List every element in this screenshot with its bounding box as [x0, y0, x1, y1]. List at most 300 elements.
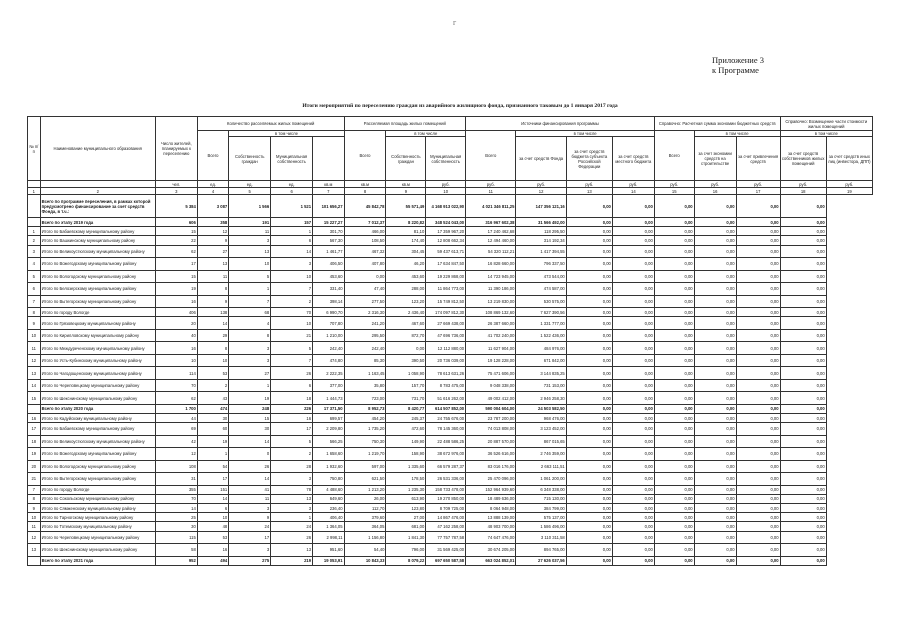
value-cell: 70: [271, 308, 313, 317]
header-ref1-b: за счет привлечения средств: [736, 137, 780, 181]
unit-cell: кв.м: [344, 181, 386, 188]
value-cell: 27 669 438,00: [426, 317, 466, 330]
value-cell: 0,00: [780, 236, 826, 245]
value-cell: 0,00: [612, 392, 654, 405]
value-cell: 314 192,34: [516, 236, 566, 245]
header-ref1-total: Всего: [654, 131, 694, 181]
value-cell: 13: [271, 544, 313, 557]
table-row: [28, 270, 873, 283]
value-cell: 0,00: [654, 435, 694, 448]
value-cell: 10: [197, 513, 228, 522]
table-row: [28, 342, 873, 355]
appendix-line-2: к Программе: [712, 65, 759, 75]
value-cell: 0,00: [780, 473, 826, 486]
value-cell: 0,00: [612, 513, 654, 522]
value-cell: 0,00: [654, 354, 694, 367]
value-cell: 567,30: [313, 236, 344, 245]
value-cell: 44: [155, 413, 197, 422]
header-ref2-incl: в том числе: [780, 131, 872, 137]
value-cell: 12 112 880,00: [426, 342, 466, 355]
value-cell: 0,00: [612, 544, 654, 557]
value-cell: 0,00: [566, 354, 612, 367]
value-cell: 0,00: [780, 504, 826, 513]
row-name: Итого по Вытегорскому муниципальному району: [40, 473, 155, 486]
value-cell: 27: [197, 245, 228, 258]
value-cell: 0,00: [736, 404, 780, 413]
value-cell: 0,00: [566, 513, 612, 522]
column-index-cell: 12: [516, 188, 566, 195]
value-cell: 1: [229, 283, 271, 296]
value-cell: 10 843,33: [344, 556, 386, 565]
column-index-cell: 19: [826, 188, 872, 195]
value-cell: 0,00: [566, 218, 612, 227]
column-index-cell: 8: [344, 188, 386, 195]
value-cell: 364,05: [344, 522, 386, 531]
row-name: Итого по Сокольскому муниципальному району: [40, 494, 155, 503]
value-cell: 1 058,90: [386, 367, 426, 380]
value-cell: 112,70: [344, 504, 386, 513]
value-cell: 0,00: [736, 227, 780, 236]
value-cell: 6 990,70: [313, 308, 344, 317]
value-cell: 796,00: [386, 544, 426, 557]
value-cell: 0,00: [780, 283, 826, 296]
table-row: [28, 308, 873, 317]
value-cell: 2 222,35: [313, 367, 344, 380]
value-cell: 45 842,78: [344, 195, 386, 218]
table-row: [28, 473, 873, 486]
value-cell: 0,00: [654, 556, 694, 565]
value-cell: 0,00: [612, 270, 654, 283]
value-cell: 0,00: [736, 413, 780, 422]
unit-cell: руб.: [780, 181, 826, 188]
value-cell: 21: [271, 329, 313, 342]
value-cell: 3: [229, 504, 271, 513]
value-cell: 0,00: [654, 423, 694, 436]
value-cell: 358: [197, 218, 228, 227]
value-cell: 453,60: [313, 270, 344, 283]
value-cell: 31 569 425,00: [426, 544, 466, 557]
row-name: Итого по Великоустюгскому муниципальному району: [40, 435, 155, 448]
value-cell: 0,00: [780, 354, 826, 367]
unit-cell: ед.: [197, 181, 228, 188]
row-name: Итого по Вожегодскому муниципальному району: [40, 258, 155, 271]
value-cell: 663 024 852,01: [466, 556, 516, 565]
value-cell: 8: [229, 329, 271, 342]
value-cell: 16: [155, 295, 197, 308]
value-cell: 681,00: [386, 522, 426, 531]
value-cell: 17 634 847,50: [426, 258, 466, 271]
value-cell: 0,00: [780, 485, 826, 494]
value-cell: 49 002 412,00: [466, 392, 516, 405]
value-cell: 0,00: [736, 236, 780, 245]
value-cell: 0,00: [654, 308, 694, 317]
header-fin-local: за счет средств местного бюджета: [612, 137, 654, 181]
value-cell: 13: [229, 245, 271, 258]
table-row: [28, 245, 873, 258]
value-cell: 0,00: [736, 342, 780, 355]
value-cell: 0,00: [612, 556, 654, 565]
column-index-cell: 16: [694, 188, 736, 195]
row-number: 13: [28, 544, 41, 557]
value-cell: 31: [155, 473, 197, 486]
unit-cell: чел.: [155, 181, 197, 188]
value-cell: 407,80: [344, 258, 386, 271]
row-name: Итого по Вытегорскому муниципальному району: [40, 295, 155, 308]
value-cell: 35,80: [344, 379, 386, 392]
value-cell: 59 437 613,71: [426, 245, 466, 258]
value-cell: 14: [197, 494, 228, 503]
value-cell: 8: [197, 342, 228, 355]
row-name: Итого по Тарногскому муниципальному району: [40, 513, 155, 522]
value-cell: 0,00: [694, 460, 736, 473]
value-cell: 0,00: [694, 392, 736, 405]
header-area-total: Всего: [344, 131, 386, 181]
value-cell: 0,00: [654, 329, 694, 342]
value-cell: 0,00: [694, 556, 736, 565]
table-row: [28, 494, 873, 503]
value-cell: 248: [229, 404, 271, 413]
value-cell: 26 531 336,00: [426, 473, 466, 486]
value-cell: 951,60: [313, 544, 344, 557]
value-cell: 26: [229, 460, 271, 473]
header-units-spacer: [313, 137, 344, 181]
value-cell: 952: [155, 556, 197, 565]
value-cell: 316 967 602,38: [466, 218, 516, 227]
value-cell: 0,00: [694, 473, 736, 486]
value-cell: 0,00: [780, 531, 826, 544]
value-cell: 0,00: [566, 270, 612, 283]
row-name: Итого по Междуреченскому муниципальному району: [40, 342, 155, 355]
value-cell: 406,50: [313, 258, 344, 271]
value-cell: 1 658,60: [313, 448, 344, 461]
value-cell: 894 765,00: [516, 544, 566, 557]
value-cell: 0,00: [694, 522, 736, 531]
value-cell: 0,00: [694, 413, 736, 422]
row-number: 8: [28, 308, 41, 317]
row-number: 17: [28, 423, 41, 436]
value-cell: 467,60: [386, 317, 426, 330]
value-cell: 10: [197, 354, 228, 367]
value-cell: 0,00: [736, 308, 780, 317]
value-cell: 0,00: [654, 283, 694, 296]
value-cell: 379,60: [344, 513, 386, 522]
value-cell: 40: [155, 329, 197, 342]
value-cell: 14 867 476,00: [426, 513, 466, 522]
row-name: Итого по Кирилловскому муниципальному району: [40, 329, 155, 342]
table-row: [28, 392, 873, 405]
value-cell: 20 887 570,00: [466, 435, 516, 448]
value-cell: 0,00: [736, 473, 780, 486]
header-ref2-b: за счет средств иных лиц (инвестора, ДПП): [826, 137, 872, 181]
row-name: Итого по Шекснинскому муниципальному району: [40, 544, 155, 557]
value-cell: 123,80: [386, 504, 426, 513]
value-cell: 723,00: [344, 392, 386, 405]
value-cell: 590 004 604,00: [466, 404, 516, 413]
table-row: [28, 504, 873, 513]
value-cell: 0,00: [654, 404, 694, 413]
column-index-cell: 15: [654, 188, 694, 195]
value-cell: 0,00: [694, 236, 736, 245]
value-cell: 0,00: [694, 531, 736, 544]
row-number: 13: [28, 367, 41, 380]
value-cell: 118 295,50: [516, 227, 566, 236]
value-cell: 1 735,20: [344, 423, 386, 436]
value-cell: 17: [155, 258, 197, 271]
column-index-cell: 14: [612, 188, 654, 195]
value-cell: 16: [155, 342, 197, 355]
value-cell: 17: [271, 423, 313, 436]
value-cell: 0,00: [612, 295, 654, 308]
value-cell: 295,50: [344, 329, 386, 342]
value-cell: 9: [197, 295, 228, 308]
value-cell: 0,00: [566, 392, 612, 405]
value-cell: 11: [197, 270, 228, 283]
value-cell: 1 522 436,00: [516, 329, 566, 342]
value-cell: 0,00: [736, 295, 780, 308]
value-cell: 2 436,40: [386, 308, 426, 317]
value-cell: 3 087: [197, 195, 228, 218]
value-cell: 55 571,49: [386, 195, 426, 218]
row-name: Всего по этапу 2021 года: [40, 556, 155, 565]
header-group-units: Количество расселяемых жилых помещений: [197, 117, 344, 131]
column-index-cell: 6: [271, 188, 313, 195]
value-cell: 13 888 139,00: [466, 513, 516, 522]
value-cell: 0,00: [566, 423, 612, 436]
value-cell: 1: [271, 227, 313, 236]
table-row: [28, 423, 873, 436]
value-cell: 0,00: [654, 531, 694, 544]
value-cell: 0,00: [736, 485, 780, 494]
value-cell: 36 526 616,00: [466, 448, 516, 461]
value-cell: 731,70: [386, 392, 426, 405]
value-cell: 3 144 835,25: [516, 367, 566, 380]
value-cell: 671 842,00: [516, 354, 566, 367]
unit-cell: руб.: [694, 181, 736, 188]
value-cell: 0,00: [654, 473, 694, 486]
value-cell: 1 163,45: [344, 367, 386, 380]
value-cell: 17 359 967,20: [426, 227, 466, 236]
value-cell: 0,00: [612, 367, 654, 380]
value-cell: 0,00: [654, 270, 694, 283]
value-cell: 0,00: [736, 531, 780, 544]
value-cell: 715 130,00: [516, 494, 566, 503]
value-cell: 867 015,65: [516, 435, 566, 448]
value-cell: 10: [271, 317, 313, 330]
value-cell: 0,00: [736, 367, 780, 380]
value-cell: 158 733 478,00: [426, 485, 466, 494]
value-cell: 24 503 582,50: [516, 404, 566, 413]
value-cell: 1 210,00: [313, 329, 344, 342]
value-cell: 2 746 359,00: [516, 448, 566, 461]
value-cell: 597,00: [344, 460, 386, 473]
value-cell: 1 700: [155, 404, 197, 413]
value-cell: 27: [229, 367, 271, 380]
value-cell: 0,00: [654, 195, 694, 218]
unit-cell: ед.: [271, 181, 313, 188]
header-area-incl: в том числе: [386, 131, 466, 137]
value-cell: 11 627 904,00: [466, 342, 516, 355]
table-row: [28, 227, 873, 236]
value-cell: 9: [229, 513, 271, 522]
value-cell: 1 364,05: [313, 522, 344, 531]
header-units-municipal: Муниципальная собственность: [271, 137, 313, 181]
value-cell: 14: [271, 245, 313, 258]
value-cell: 0,00: [654, 392, 694, 405]
value-cell: 0,00: [566, 283, 612, 296]
row-name: Итого по Вашкинскому муниципальному району: [40, 236, 155, 245]
value-cell: 152 964 939,60: [466, 485, 516, 494]
row-name: Итого по городу Вологде: [40, 308, 155, 317]
value-cell: 406,40: [313, 513, 344, 522]
value-cell: 60: [197, 423, 228, 436]
value-cell: 1 417 394,55: [516, 245, 566, 258]
value-cell: 28: [271, 460, 313, 473]
row-name: Итого по Вологодскому муниципальному району: [40, 270, 155, 283]
header-fin-region: за счет средств бюджета субъекта Российской Федерации: [566, 137, 612, 181]
table-row: [28, 354, 873, 367]
value-cell: 6: [271, 379, 313, 392]
column-index-cell: 13: [566, 188, 612, 195]
value-cell: 301,70: [313, 227, 344, 236]
value-cell: 8 709 725,00: [426, 504, 466, 513]
row-number: 5: [28, 270, 41, 283]
value-cell: 178,50: [386, 473, 426, 486]
value-cell: 3 110 311,58: [516, 531, 566, 544]
value-cell: 0,00: [780, 404, 826, 413]
value-cell: 1 461,77: [313, 245, 344, 258]
value-cell: 66 579 287,37: [426, 460, 466, 473]
table-row: [28, 379, 873, 392]
value-cell: 245,37: [386, 413, 426, 422]
column-index-cell: 4: [197, 188, 228, 195]
column-index-cell: 10: [426, 188, 466, 195]
value-cell: 0,00: [566, 485, 612, 494]
value-cell: 5: [229, 270, 271, 283]
value-cell: 0,00: [736, 195, 780, 218]
header-mark: г: [453, 18, 457, 27]
value-cell: 0,00: [566, 473, 612, 486]
value-cell: 17: [229, 531, 271, 544]
value-cell: 70: [155, 494, 197, 503]
row-name: Итого по Белозерскому муниципальному району: [40, 283, 155, 296]
unit-cell: руб.: [654, 181, 694, 188]
value-cell: 0,00: [736, 379, 780, 392]
value-cell: 11 390 186,00: [466, 283, 516, 296]
header-group-ref-economy: Справочно: Расчетная сумма экономии бюджетных средств: [654, 117, 780, 131]
value-cell: 0,00: [612, 460, 654, 473]
row-number: 20: [28, 460, 41, 473]
row-name: Итого по Кадуйскому муниципальному району: [40, 413, 155, 422]
value-cell: 0,00: [612, 485, 654, 494]
value-cell: 0,00: [736, 544, 780, 557]
value-cell: 123,20: [386, 295, 426, 308]
value-cell: 750,30: [344, 435, 386, 448]
value-cell: 384 799,00: [516, 504, 566, 513]
total-row: [28, 404, 873, 413]
value-cell: 75 471 606,00: [466, 367, 516, 380]
value-cell: 70: [155, 379, 197, 392]
row-number: 8: [28, 494, 41, 503]
table-row: [28, 283, 873, 296]
value-cell: 0,00: [780, 270, 826, 283]
value-cell: 191: [229, 218, 271, 227]
value-cell: 10: [229, 258, 271, 271]
row-number: 21: [28, 473, 41, 486]
value-cell: 20 736 039,00: [426, 354, 466, 367]
row-number: 10: [28, 329, 41, 342]
value-cell: 4 168 913 022,90: [426, 195, 466, 218]
value-cell: 19: [155, 283, 197, 296]
header-area-private: Собственность граждан: [386, 137, 426, 181]
value-cell: 11 864 773,00: [426, 283, 466, 296]
row-number: 10: [28, 513, 41, 522]
value-cell: 147 356 121,16: [516, 195, 566, 218]
value-cell: 17 371,50: [313, 404, 344, 413]
header-num: № п/п: [28, 117, 41, 181]
value-cell: 46,20: [386, 258, 426, 271]
value-cell: 0,00: [612, 308, 654, 317]
value-cell: 53: [197, 367, 228, 380]
value-cell: 0,00: [566, 413, 612, 422]
value-cell: 530 575,00: [516, 295, 566, 308]
value-cell: 4: [229, 317, 271, 330]
value-cell: 398,14: [313, 295, 344, 308]
total-row: [28, 556, 873, 565]
value-cell: 1 444,73: [313, 392, 344, 405]
value-cell: 0,00: [566, 227, 612, 236]
value-cell: 473 544,00: [516, 270, 566, 283]
value-cell: 0,00: [566, 245, 612, 258]
column-index-row: [28, 188, 873, 195]
value-cell: 11: [229, 227, 271, 236]
value-cell: 0,00: [694, 258, 736, 271]
value-cell: 0,00: [694, 494, 736, 503]
value-cell: 0,00: [612, 218, 654, 227]
value-cell: 614 507 852,00: [426, 404, 466, 413]
value-cell: 0,00: [566, 504, 612, 513]
value-cell: 24: [271, 522, 313, 531]
value-cell: 12 808 662,34: [426, 236, 466, 245]
value-cell: 15: [155, 270, 197, 283]
value-cell: 0,00: [780, 317, 826, 330]
value-cell: 157: [271, 218, 313, 227]
value-cell: 872,70: [386, 329, 426, 342]
value-cell: 0,00: [612, 494, 654, 503]
value-cell: 968 476,00: [516, 413, 566, 422]
value-cell: 22: [155, 236, 197, 245]
unit-cell: руб.: [612, 181, 654, 188]
value-cell: 6 348 338,00: [516, 485, 566, 494]
value-cell: 0,00: [612, 404, 654, 413]
value-cell: 0,00: [780, 413, 826, 422]
value-cell: 0,00: [780, 342, 826, 355]
value-cell: 19: [197, 435, 228, 448]
value-cell: 699,57: [313, 413, 344, 422]
value-cell: 1 213,20: [344, 485, 386, 494]
value-cell: 54: [197, 460, 228, 473]
value-cell: 0,00: [694, 379, 736, 392]
row-name: Итого по Великоустюгскому муниципальному району: [40, 245, 155, 258]
value-cell: 0,00: [654, 413, 694, 422]
row-number: 18: [28, 435, 41, 448]
value-cell: 0,00: [694, 354, 736, 367]
value-cell: 54,40: [344, 544, 386, 557]
value-cell: 275: [229, 556, 271, 565]
value-cell: 26,00: [344, 494, 386, 503]
value-cell: 24: [229, 522, 271, 531]
value-cell: 0,00: [612, 342, 654, 355]
value-cell: 0,00: [654, 317, 694, 330]
